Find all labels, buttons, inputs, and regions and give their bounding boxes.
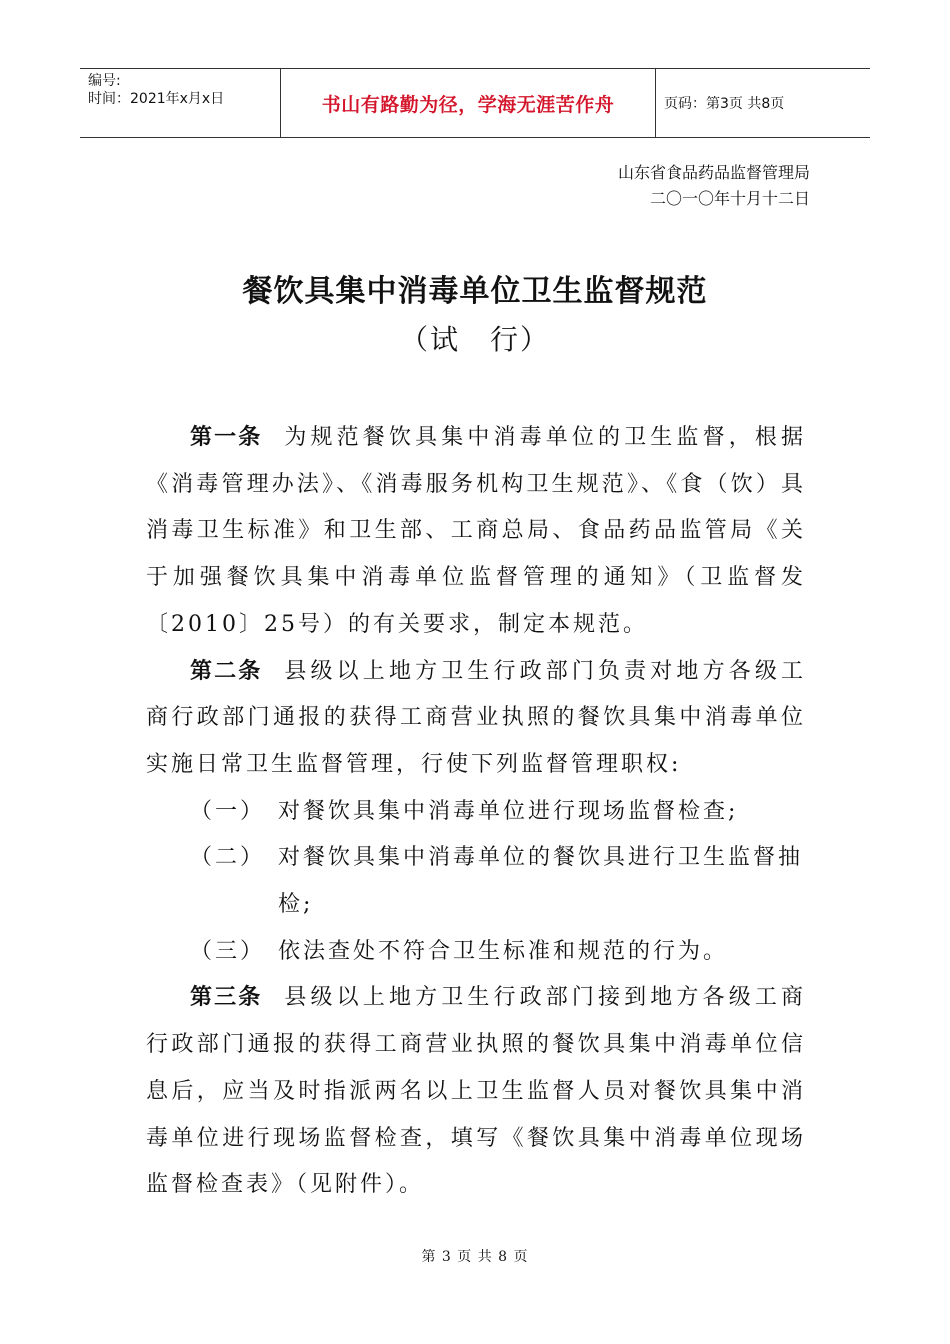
article-2 [146, 649, 806, 789]
article-title: 第三条 [190, 985, 263, 1011]
article-title: 第一条 [190, 425, 263, 450]
list-item [190, 789, 806, 836]
article-3 [146, 975, 806, 1209]
item-text: 对餐饮具集中消毒单位的餐饮具进行卫生监督抽检; [278, 845, 804, 918]
header-meta [80, 69, 280, 137]
article-1 [146, 415, 806, 649]
page-header [80, 68, 870, 138]
item-text: 依法查处不符合卫生标准和规范的行为。 [278, 938, 729, 964]
page-footer: 第 3 页 共 8 页 [421, 1249, 529, 1265]
list-item [190, 929, 806, 976]
item-number: （三） [190, 938, 266, 964]
issuer-organization: 山东省食品药品监督管理局 [617, 163, 810, 182]
item-number: （一） [190, 798, 266, 824]
time-label: 时间：2021年x月x日 [88, 91, 225, 107]
list-item [190, 835, 806, 928]
article-text: 县级以上地方卫生行政部门接到地方各级工商行政部门通报的获得工商营业执照的餐饮具集中消毒单位信息后，应当及时指派两名以上卫生监督人员对餐饮具集中消毒单位进行现场监督检查，填写《餐饮具集中消毒单位现场监督检查表》（见附件）。 [146, 985, 806, 1198]
document-title: 餐饮具集中消毒单位卫生监督规范 [242, 274, 708, 309]
item-text: 对餐饮具集中消毒单位进行现场监督检查; [278, 798, 739, 824]
issuer-date: 二〇一〇年十月十二日 [649, 189, 810, 208]
article-text: 为规范餐饮具集中消毒单位的卫生监督，根据《消毒管理办法》、《消毒服务机构卫生规范》、《食（饮）具消毒卫生标准》和卫生部、工商总局、食品药品监管局《关于加强餐饮具集中消毒单位监督管理的通知》（卫监督发〔2010〕25号）的有关要求，制定本规范。 [146, 425, 806, 637]
issuer-block [618, 160, 810, 212]
item-number: （二） [190, 845, 266, 871]
header-slogan: 书山有路勤为径，学海无涯苦作舟 [280, 69, 656, 137]
header-page-info: 页码：第3页 共8页 [664, 96, 785, 112]
document-body [146, 415, 806, 1209]
document-subtitle: （试 行） [399, 323, 550, 356]
article-title: 第二条 [190, 658, 263, 684]
code-label: 编号: [88, 73, 121, 89]
article-text: 县级以上地方卫生行政部门负责对地方各级工商行政部门通报的获得工商营业执照的餐饮具集中消毒单位实施日常卫生监督管理，行使下列监督管理职权: [146, 658, 806, 777]
